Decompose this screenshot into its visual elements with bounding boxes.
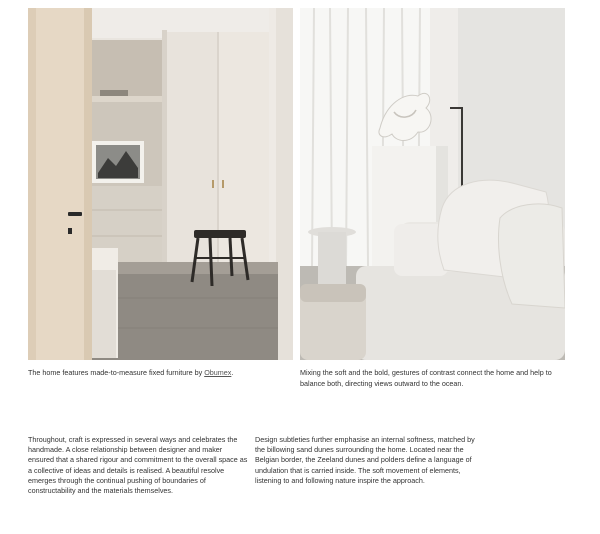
obumex-link[interactable]: Obumex [204,368,232,377]
interior-photo-wardrobe [28,8,293,360]
body-paragraph-right: Design subtleties further emphasise an internal softness, matched by the billowing sand dunes surrounding the home. Located near the Belgian border, the Zeeland dunes and polders define a language of undulation that is carried inside. The soft movement of elements, listening to and following nature inspire the approach. [255,435,475,485]
caption-left [28,368,290,379]
caption-right: Mixing the soft and the bold, gestures of contrast connect the home and help to balance both, directing views outward to the ocean. [300,368,552,388]
body-paragraph-left: Throughout, craft is expressed in several ways and celebrates the handmade. A close relationship between designer and maker ensured that a shared rigour and commitment to the overall space as a collective of ideas and details is realised. A beautiful resolve emerges through the continual pushing of boundaries of constructability and the materials themselves. [28,435,248,496]
caption-left-period: . [231,368,234,377]
interior-photo-sofa [300,8,565,360]
caption-left-text: The home features made-to-measure fixed furniture by [28,368,205,377]
